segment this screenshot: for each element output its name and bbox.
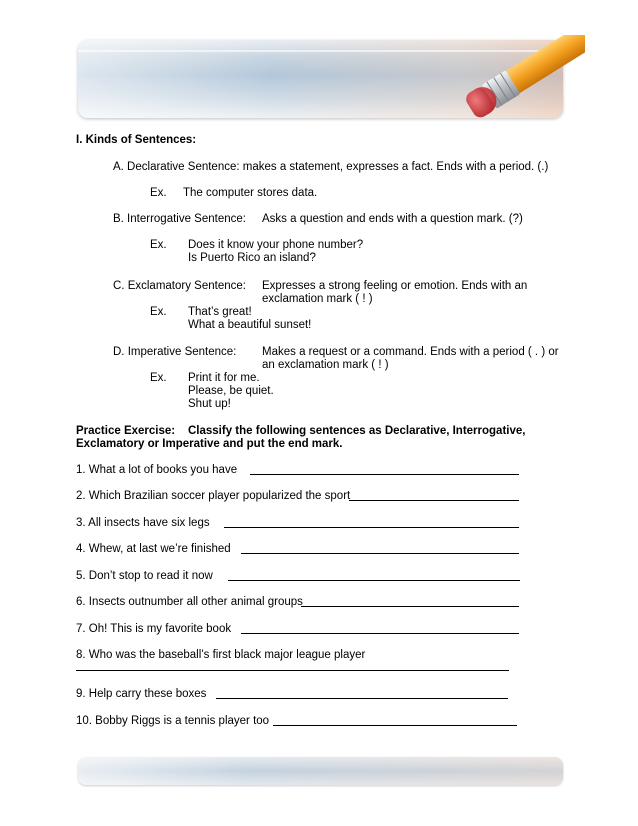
imperative-example: Please, be quiet. — [188, 385, 274, 397]
imperative-example: Print it for me. — [188, 372, 260, 384]
exclamatory-definition-line: Expresses a strong feeling or emotion. Ends with an — [262, 280, 528, 292]
practice-item-1: 1. What a lot of books you have — [76, 464, 238, 476]
answer-blank-2[interactable] — [349, 500, 519, 501]
practice-item-8: 8. Who was the baseball’s first black major league player — [76, 649, 366, 661]
exclamatory-example: That’s great! — [188, 306, 252, 318]
practice-item-9: 9. Help carry these boxes — [76, 688, 207, 700]
interrogative-example: Does it know your phone number? — [188, 239, 364, 251]
declarative-ex-label: Ex. — [150, 187, 167, 199]
answer-blank-9[interactable] — [216, 698, 508, 699]
exclamatory-ex-label: Ex. — [150, 306, 167, 318]
answer-blank-7[interactable] — [241, 633, 519, 634]
imperative-definition-line: an exclamation mark ( ! ) — [262, 359, 389, 371]
practice-item-10: 10. Bobby Riggs is a tennis player too — [76, 715, 270, 727]
footer-banner — [78, 757, 563, 785]
pencil-icon — [455, 35, 585, 125]
interrogative-ex-label: Ex. — [150, 239, 167, 251]
answer-blank-8[interactable] — [76, 670, 509, 671]
practice-item-5: 5. Don’t stop to read it now — [76, 570, 213, 582]
exclamatory-heading: C. Exclamatory Sentence: — [113, 280, 246, 292]
answer-blank-5[interactable] — [228, 580, 520, 581]
declarative-heading: A. Declarative Sentence: makes a statement, expresses a fact. Ends with a period. (.) — [113, 161, 549, 173]
practice-item-6: 6. Insects outnumber all other animal groups — [76, 596, 303, 608]
practice-item-3: 3. All insects have six legs — [76, 517, 210, 529]
answer-blank-4[interactable] — [241, 553, 519, 554]
practice-instruction: Exclamatory or Imperative and put the end mark. — [76, 438, 343, 450]
answer-blank-3[interactable] — [224, 527, 519, 528]
practice-item-7: 7. Oh! This is my favorite book — [76, 623, 232, 635]
interrogative-definition: Asks a question and ends with a question mark. (?) — [262, 213, 523, 225]
practice-label: Practice Exercise: — [76, 425, 176, 437]
exclamatory-definition-line: exclamation mark ( ! ) — [262, 293, 373, 305]
practice-instruction: Classify the following sentences as Declarative, Interrogative, — [188, 425, 526, 437]
imperative-definition-line: Makes a request or a command. Ends with a period ( . ) or — [262, 346, 559, 358]
practice-item-2: 2. Which Brazilian soccer player popularized the sport — [76, 490, 351, 502]
answer-blank-10[interactable] — [273, 725, 517, 726]
exclamatory-example: What a beautiful sunset! — [188, 319, 312, 331]
practice-item-4: 4. Whew, at last we’re finished — [76, 543, 231, 555]
imperative-example: Shut up! — [188, 398, 231, 410]
interrogative-example: Is Puerto Rico an island? — [188, 252, 316, 264]
answer-blank-1[interactable] — [250, 474, 519, 475]
answer-blank-6[interactable] — [301, 606, 519, 607]
imperative-heading: D. Imperative Sentence: — [113, 346, 237, 358]
imperative-ex-label: Ex. — [150, 372, 167, 384]
interrogative-heading: B. Interrogative Sentence: — [113, 213, 246, 225]
declarative-example: The computer stores data. — [183, 187, 318, 199]
section-title: I. Kinds of Sentences: — [76, 134, 197, 146]
